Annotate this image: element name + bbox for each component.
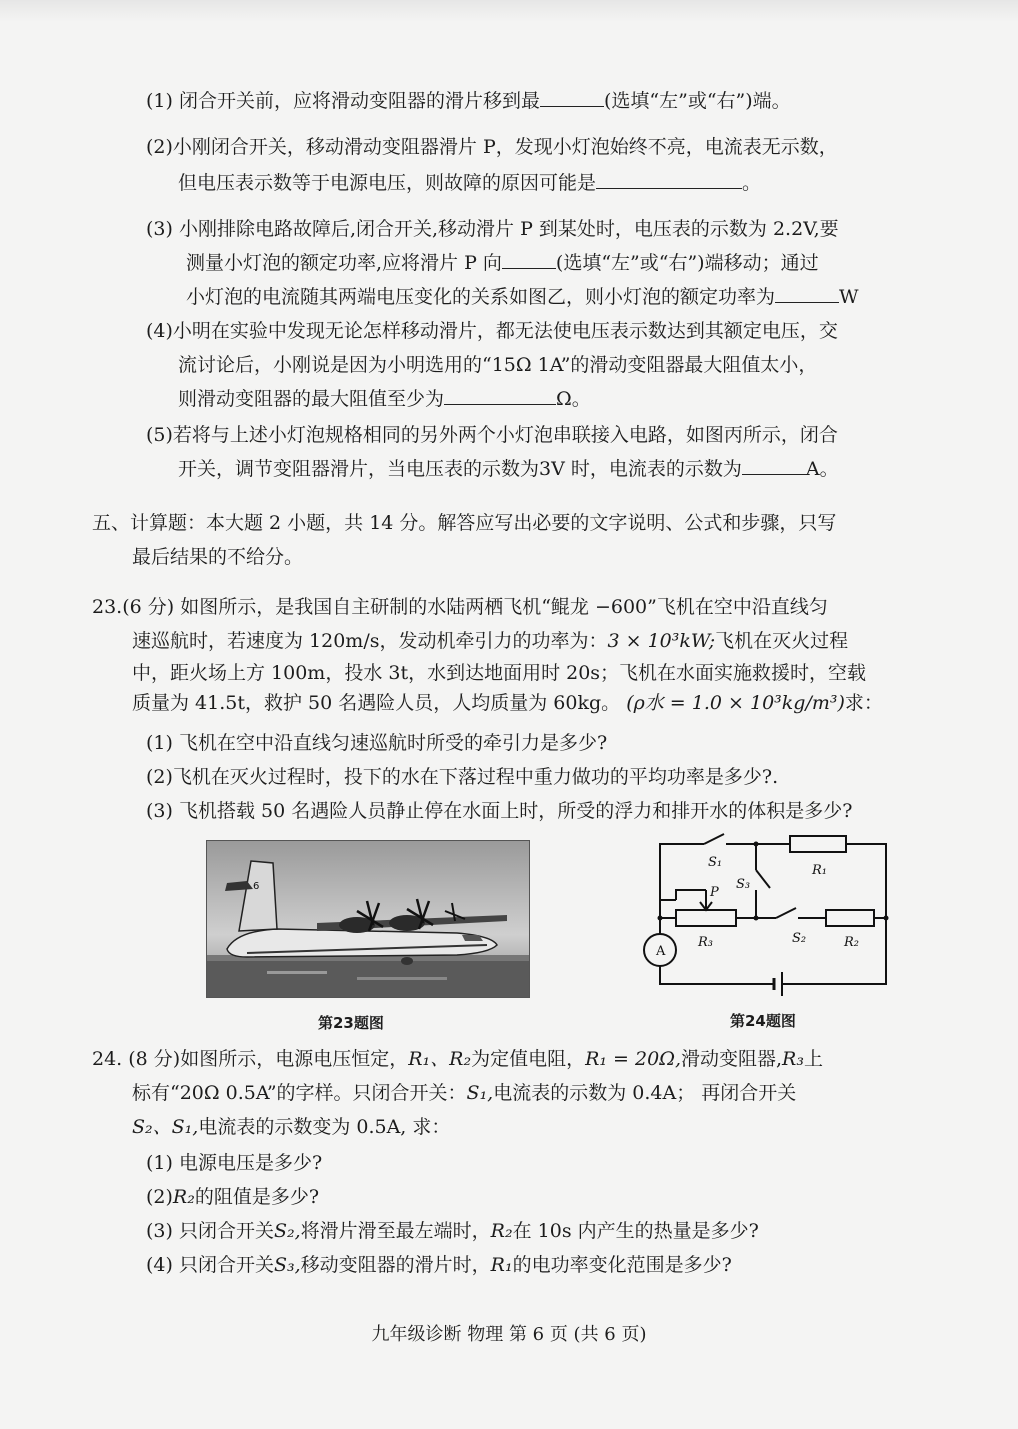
- s1-label: S₁: [708, 855, 723, 870]
- q24-sub-3: [146, 1218, 759, 1244]
- formula: S₃,: [273, 1254, 301, 1276]
- q22-item-4-line1: [146, 318, 838, 344]
- q23-line4: [132, 690, 883, 716]
- item-text: (选填“左”或“右”)端。: [603, 90, 791, 112]
- answer-blank[interactable]: [596, 170, 742, 189]
- item-number: (4): [146, 320, 173, 342]
- section-heading-line1: 五、计算题：本大题 2 小题，共 14 分。解答应写出必要的文字说明、公式和步骤，只写: [92, 512, 837, 534]
- switch-s1: [704, 834, 724, 844]
- q22-item-4-line3: [178, 386, 591, 412]
- q24-line3: [132, 1114, 450, 1140]
- section-heading-line2: 最后结果的不给分。: [132, 546, 304, 568]
- formula: R₁ = 20Ω,: [585, 1048, 681, 1070]
- aircraft-image: [207, 841, 529, 997]
- ammeter-label: A: [656, 944, 666, 959]
- s3-label: S₃: [736, 877, 751, 892]
- question-text: 电流表的示数为 0.4A； 再闭合开关: [493, 1082, 797, 1104]
- formula: R₂: [172, 1186, 195, 1208]
- item-text: (选填“左”或“右”)端移动；通过: [555, 252, 819, 274]
- q22-item-5-line1: [146, 422, 838, 448]
- question-text: 求：: [844, 692, 883, 714]
- q23-line3: [132, 660, 866, 686]
- item-text: A。: [805, 458, 839, 480]
- item-number: (1): [146, 90, 173, 112]
- item-text: 测量小灯泡的额定功率,应将滑片 P 向: [186, 252, 502, 274]
- q22-item-5-line2: [178, 456, 839, 482]
- question-text: 24. (8 分)如图所示，电源电压恒定，: [92, 1048, 409, 1070]
- q24-line1: [92, 1046, 823, 1072]
- formula: (ρ水 = 1.0 × 10³kg/m³): [626, 692, 845, 714]
- q23-line2: [132, 628, 848, 654]
- q23-sub-3: [146, 798, 852, 824]
- q24-sub-4: [146, 1252, 732, 1278]
- answer-blank[interactable]: [502, 250, 556, 269]
- item-text: 小刚排除电路故障后,闭合开关,移动滑片 P 到某处时，电压表的示数为 2.2V,要: [178, 218, 839, 240]
- item-text: 小刚闭合开关，移动滑动变阻器滑片 P，发现小灯泡始终不亮，电流表无示数，: [172, 136, 838, 158]
- formula: S₂,: [273, 1220, 301, 1242]
- item-text: 小灯泡的电流随其两端电压变化的关系如图乙，则小灯泡的额定功率为: [186, 286, 776, 308]
- q22-item-1: [146, 88, 791, 114]
- figure-23-caption: 第23题图: [318, 1014, 384, 1032]
- item-number: (3): [146, 218, 173, 240]
- sub-question: 在 10s 内产生的热量是多少?: [512, 1220, 759, 1242]
- question-text: 滑动变阻器,: [680, 1048, 783, 1070]
- slider-p-label: P: [710, 885, 719, 900]
- q22-item-2-line1: [146, 134, 838, 160]
- r1-label: R₁: [812, 863, 827, 878]
- item-number: (5): [146, 424, 173, 446]
- q24-sub-2: [146, 1184, 319, 1210]
- page-footer: 九年级诊断 物理 第 6 页 (共 6 页): [371, 1324, 647, 1345]
- sub-question: 将滑片滑至最左端时，: [300, 1220, 491, 1242]
- q22-item-2-line2: [178, 170, 761, 196]
- q23-aircraft-photo: [206, 840, 530, 998]
- item-text: 开关，调节变阻器滑片，当电压表的示数为3V 时，电流表的示数为: [178, 458, 742, 480]
- formula: R₁、R₂: [408, 1048, 472, 1070]
- item-number: (2): [146, 136, 173, 158]
- formula: R₃: [782, 1048, 804, 1070]
- switch-s2: [776, 908, 796, 918]
- item-text: Ω。: [556, 388, 591, 410]
- sub-question: (3) 只闭合开关: [146, 1220, 274, 1242]
- r3-label: R₃: [698, 935, 713, 950]
- sub-question: (1) 电源电压是多少?: [146, 1152, 323, 1174]
- item-text: W: [839, 286, 859, 308]
- answer-blank[interactable]: [540, 88, 604, 107]
- answer-blank[interactable]: [775, 284, 839, 303]
- q23-line1: [92, 594, 828, 620]
- formula: R₁: [490, 1254, 513, 1276]
- q24-sub-1: [146, 1150, 322, 1176]
- question-text: 为定值电阻，: [471, 1048, 586, 1070]
- figure-24-caption: 第24题图: [730, 1012, 796, 1030]
- q23-sub-1: [146, 730, 607, 756]
- q22-item-3-line1: [146, 216, 839, 242]
- item-text: 闭合开关前，应将滑动变阻器的滑片移到最: [178, 90, 540, 112]
- q22-item-4-line2: [178, 352, 817, 378]
- sub-question: 移动变阻器的滑片时，: [300, 1254, 491, 1276]
- answer-blank[interactable]: [742, 456, 806, 475]
- r2-label: R₂: [844, 935, 859, 950]
- question-text: 速巡航时，若速度为 120m/s，发动机牵引力的功率为：: [132, 630, 608, 652]
- section-heading-cont: [132, 544, 303, 570]
- q22-item-3-line2: [186, 250, 819, 276]
- q24-line2: [132, 1080, 796, 1106]
- sub-question: (2): [146, 1186, 173, 1208]
- item-text: 。: [742, 172, 762, 194]
- rheostat-r3: [676, 910, 736, 926]
- formula: S₁,: [466, 1082, 494, 1104]
- sub-question: (4) 只闭合开关: [146, 1254, 274, 1276]
- resistor-r2: [826, 910, 874, 926]
- question-text: 中，距火场上方 100m，投水 3t，水到达地面用时 20s；飞机在水面实施救援时，空载: [132, 662, 867, 684]
- s2-label: S₂: [792, 931, 807, 946]
- q22-item-3-line3: [186, 284, 859, 310]
- page-top-shadow: [0, 0, 1018, 22]
- sub-question: (2)飞机在灭火过程时，投下的水在下落过程中重力做功的平均功率是多少?.: [146, 766, 779, 788]
- question-text: 飞机在灭火过程: [715, 630, 849, 652]
- section-heading: [92, 510, 836, 536]
- question-text: 质量为 41.5t，救护 50 名遇险人员，人均质量为 60kg。: [132, 692, 621, 714]
- answer-blank[interactable]: [444, 386, 556, 405]
- sub-question: (3) 飞机搭载 50 名遇险人员静止停在水面上时，所受的浮力和排开水的体积是多少?: [146, 800, 853, 822]
- question-text: 23.(6 分) 如图所示，是我国自主研制的水陆两栖飞机“鲲龙 −600”飞机在空中沿直线匀: [92, 596, 828, 618]
- sub-question: 的电功率变化范围是多少?: [512, 1254, 732, 1276]
- q23-sub-2: [146, 764, 778, 790]
- question-text: 上: [803, 1048, 823, 1070]
- switch-s3: [756, 870, 770, 888]
- question-text: 电流表的示数变为 0.5A, 求：: [198, 1116, 451, 1138]
- item-text: 流讨论后，小刚说是因为小明选用的“15Ω 1A”的滑动变阻器最大阻值太小，: [178, 354, 818, 376]
- item-text: 但电压表示数等于电源电压，则故障的原因可能是: [178, 172, 597, 194]
- svg-text:6: 6: [253, 881, 260, 892]
- item-text: 则滑动变阻器的最大阻值至少为: [178, 388, 445, 410]
- item-text: 若将与上述小灯泡规格相同的另外两个小灯泡串联接入电路，如图丙所示，闭合: [172, 424, 838, 446]
- sub-question: (1) 飞机在空中沿直线匀速巡航时所受的牵引力是多少?: [146, 732, 608, 754]
- item-text: 小明在实验中发现无论怎样移动滑片，都无法使电压表示数达到其额定电压，交: [172, 320, 838, 342]
- formula: 3 × 10³kW;: [607, 630, 716, 652]
- question-text: 标有“20Ω 0.5A”的字样。只闭合开关：: [132, 1082, 467, 1104]
- q24-circuit-diagram: [636, 830, 906, 1005]
- resistor-r1: [790, 836, 846, 852]
- formula: S₂、S₁,: [132, 1116, 199, 1138]
- formula: R₂: [490, 1220, 513, 1242]
- sub-question: 的阻值是多少?: [194, 1186, 320, 1208]
